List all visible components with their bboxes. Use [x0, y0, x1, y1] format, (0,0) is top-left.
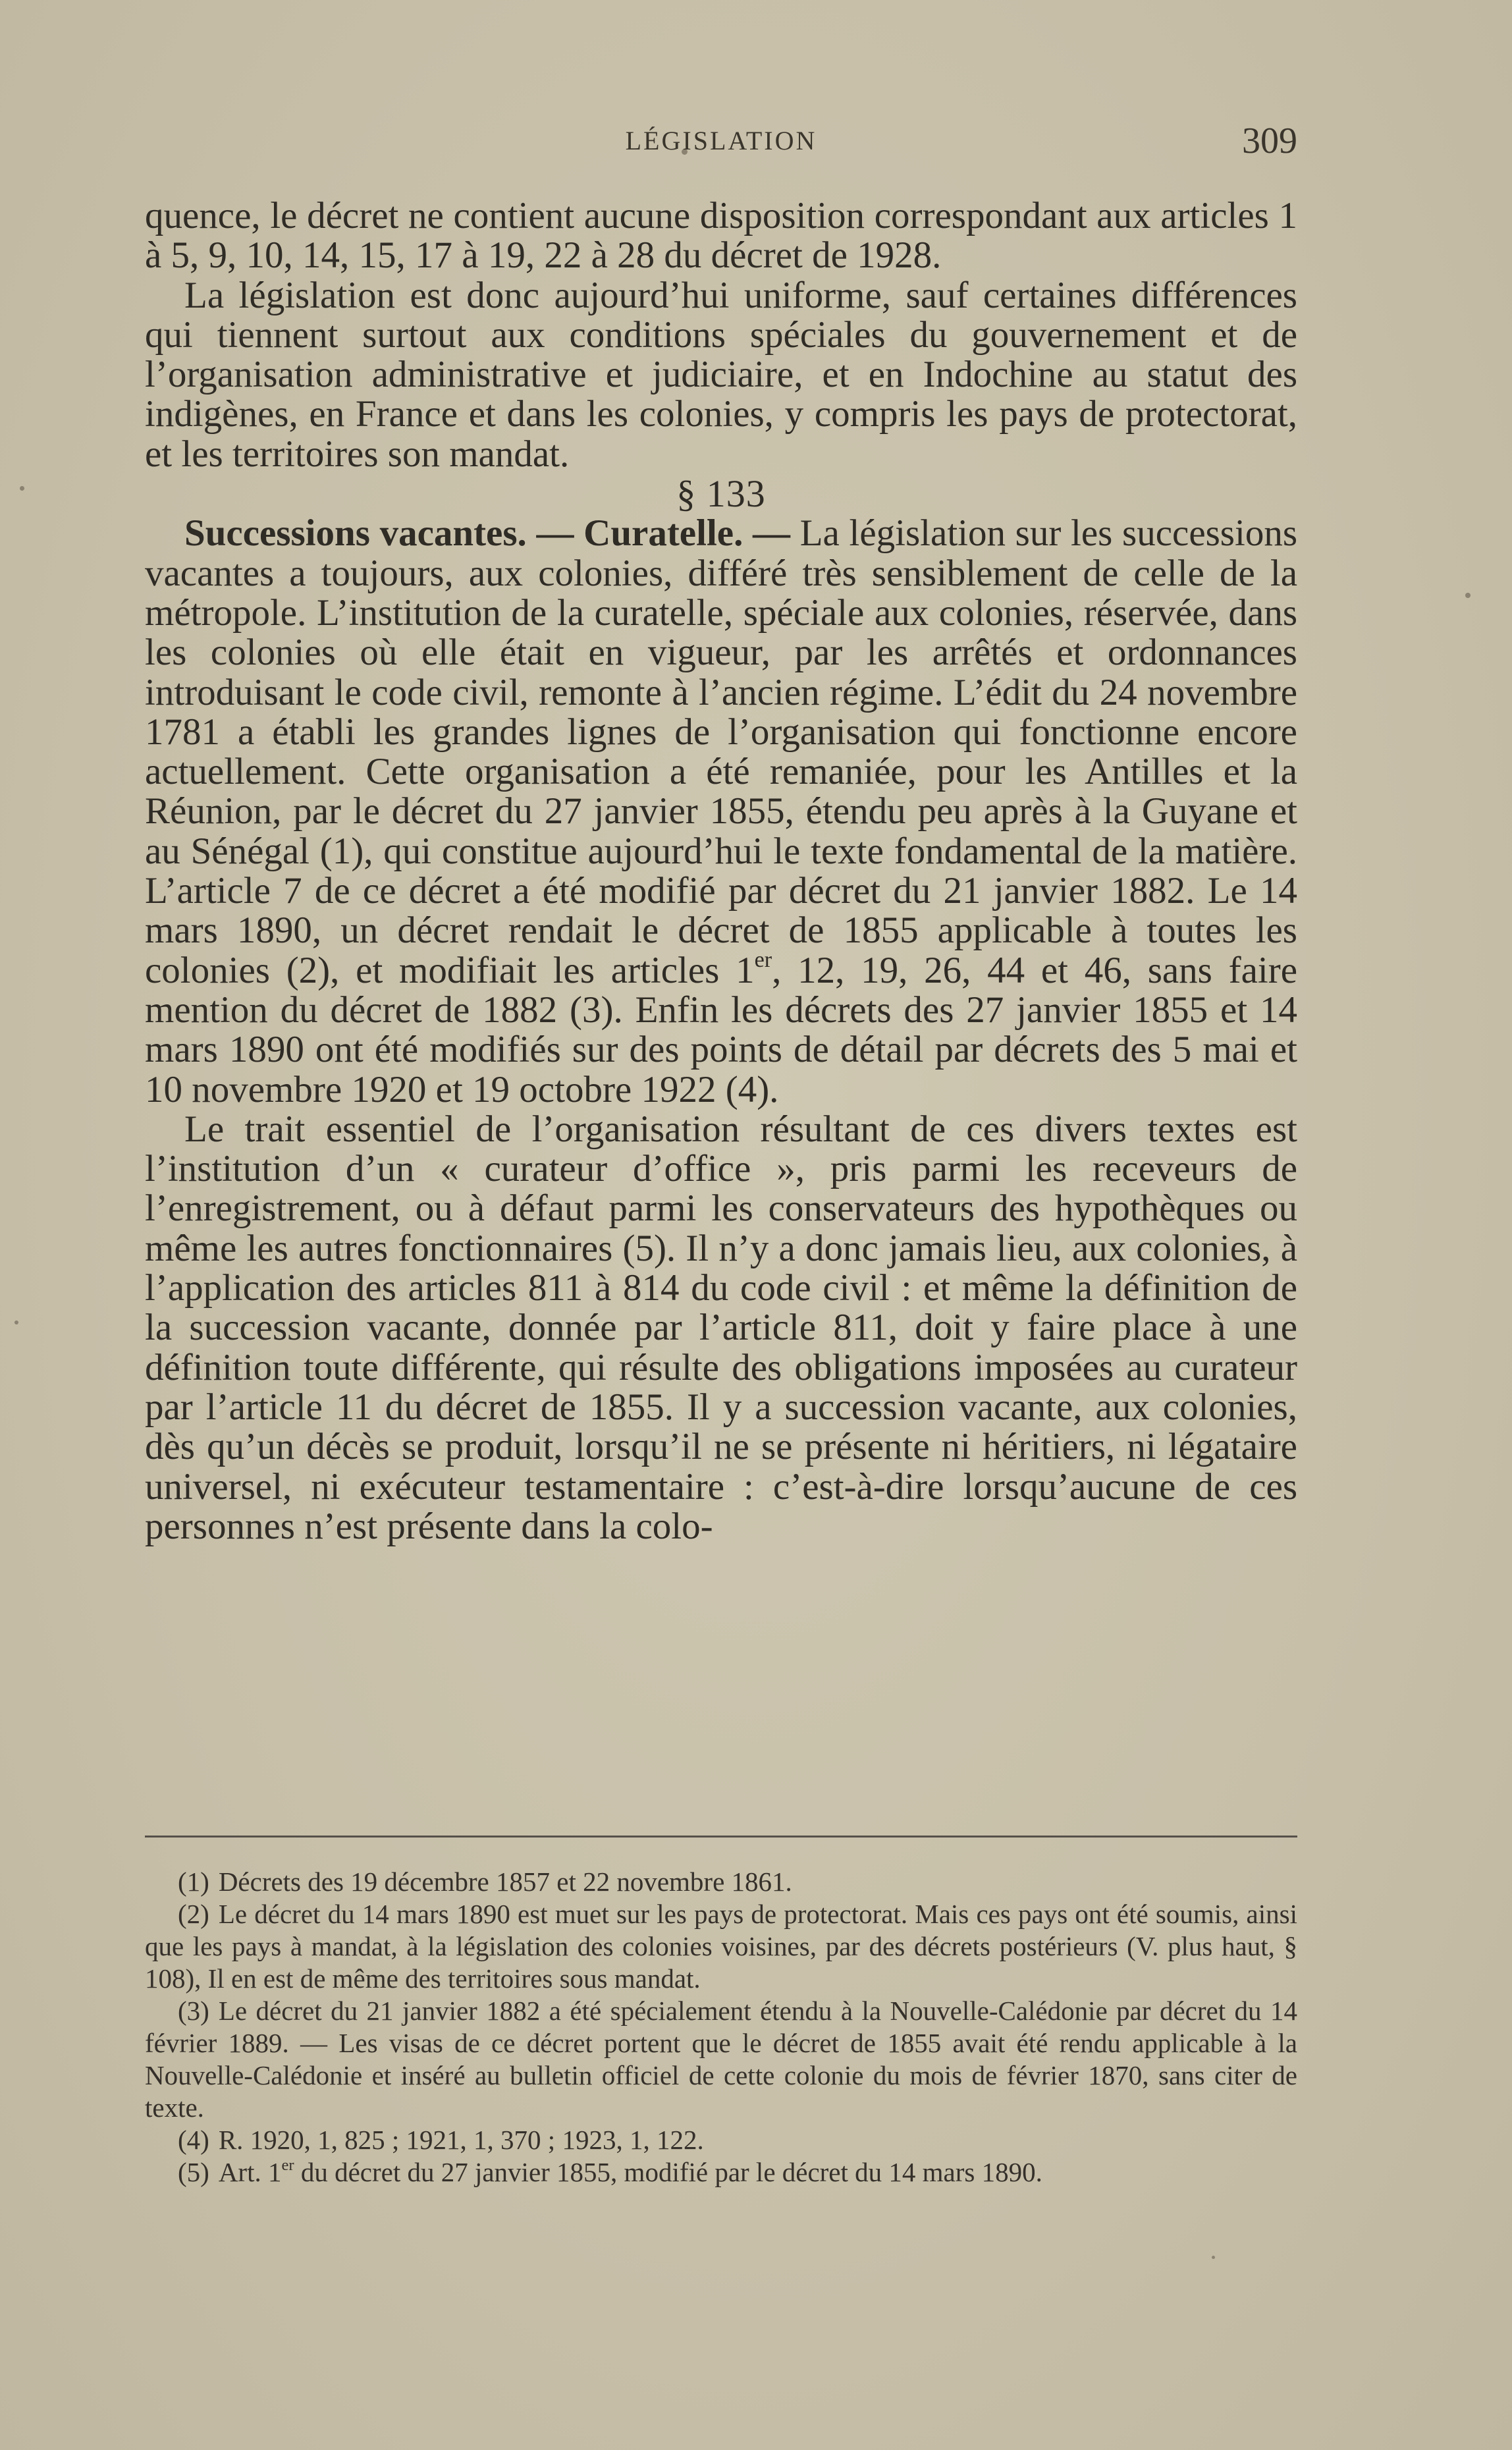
running-head	[145, 120, 1297, 166]
paragraph	[145, 514, 1297, 1109]
page-number: 309	[1242, 121, 1297, 161]
running-title: LÉGISLATION	[625, 126, 817, 155]
paragraph: quence, le décret ne contient aucune disposition correspondant aux articles 1 à 5, 9, 10, 14, 15, 17 à 19, 22 à 28 du décret de 1928.	[145, 195, 1297, 277]
footnote-text: Décrets des 19 décembre 1857 et 22 novembre 1861.	[218, 1866, 792, 1897]
footnote-mark: (4)	[178, 2125, 209, 2155]
paper-speck	[14, 1320, 18, 1324]
footnote	[145, 2156, 1297, 2189]
paragraph-text: La législation sur les successions vacantes a toujours, aux colonies, différé très sensiblement de celle de la métropole. L’institution de la curatelle, spéciale aux colonies, réservée, dans les colonies où elle était en vigueur, par les arrêtés et ordonnances introduisant le code civil, remonte à l’ancien régime. L’édit du 24 novembre 1781 a établi les grandes lignes de l’organisation qui fonctionne encore actuellement. Cette organisation a été remaniée, pour les Antilles et la Réunion, par le décret du 27 janvier 1855, étendu peu après à la Guyane et au Sénégal (1), qui constitue aujourd’hui le texte fondamental de la matière. L’article 7 de ce décret a été modifié par décret du 21 janvier 1882. Le 14 mars 1890, un décret rendait le décret de 1855 applicable à toutes les colonies (2), et modifiait les articles 1	[145, 512, 1298, 991]
footnote-text: Le décret du 21 janvier 1882 a été spécialement étendu à la Nouvelle-Calédonie par décret du 14 février 1889. — Les visas de ce décret portent que le décret de 1855 avait été rendu applicable à la Nouvelle-Calédonie et inséré au bulletin officiel de cette colonie du mois de février 1870, sans citer de texte.	[145, 1996, 1297, 2123]
footnote-rule	[145, 1836, 1297, 1838]
footnote	[145, 1898, 1297, 1995]
footnotes	[145, 1866, 1297, 2189]
paper-speck	[1212, 2256, 1215, 2259]
superscript: er	[754, 947, 772, 972]
main-text	[145, 196, 1297, 1546]
footnote-mark: (2)	[178, 1899, 209, 1929]
superscript: er	[281, 2156, 294, 2174]
footnote	[145, 2124, 1297, 2156]
footnote-text: Art. 1	[218, 2157, 282, 2187]
paper-speck	[20, 486, 24, 491]
footnote-text: R. 1920, 1, 825 ; 1921, 1, 370 ; 1923, 1, 122.	[218, 2125, 704, 2155]
section-heading: § 133	[676, 472, 766, 516]
footnote-text: Le décret du 14 mars 1890 est muet sur les pays de protectorat. Mais ces pays ont été soumis, ainsi que les pays à mandat, à la législation des colonies voisines, par des décrets postérieurs (V. plus haut, § 108), Il en est de même des territoires sous mandat.	[145, 1899, 1297, 1994]
footnote-mark: (3)	[178, 1996, 209, 2026]
paragraph: Le trait essentiel de l’organisation résultant de ces divers textes est l’institution d’un « curateur d’office », pris parmi les receveurs de l’enregistrement, ou à défaut parmi les conservateurs des hypothèques ou même les autres fonctionnaires (5). Il n’y a donc jamais lieu, aux colonies, à l’application des articles 811 à 814 du code civil : et même la définition de la succession vacante, donnée par l’article 811, doit y faire place à une définition toute différente, qui résulte des obligations imposées au curateur par l’article 11 du décret de 1855. Il y a succession vacante, aux colonies, dès qu’un décès se produit, lorsqu’il ne se présente ni héritiers, ni légataire universel, ni exécuteur testamentaire : c’est-à-dire lorsqu’aucune de ces personnes n’est présente dans la colo-	[145, 1108, 1297, 1547]
paragraph-text: , 12, 19, 26, 44 et 46, sans faire mention du décret de 1882 (3). Enfin les décrets des 27 janvier 1855 et 14 mars 1890 ont été modifiés sur des points de détail par décrets des 5 mai et 10 novembre 1920 et 19 octobre 1922 (4).	[145, 949, 1298, 1110]
footnote-text: du décret du 27 janvier 1855, modifié par le décret du 14 mars 1890.	[294, 2157, 1042, 2187]
footnote-mark: (5)	[178, 2157, 209, 2187]
paragraph: La législation est donc aujourd’hui uniforme, sauf certaines différences qui tiennent surtout aux conditions spéciales du gouvernement et de l’organisation administrative et judiciaire, et en Indochine au statut des indigènes, en France et dans les colonies, y compris les pays de protectorat, et les territoires son mandat.	[145, 274, 1297, 475]
footnote	[145, 1995, 1297, 2124]
footnote-mark: (1)	[178, 1866, 209, 1897]
footnote	[145, 1866, 1297, 1898]
paper-speck	[1465, 593, 1471, 598]
run-in-heading: Successions vacantes. — Curatelle. —	[184, 512, 791, 555]
